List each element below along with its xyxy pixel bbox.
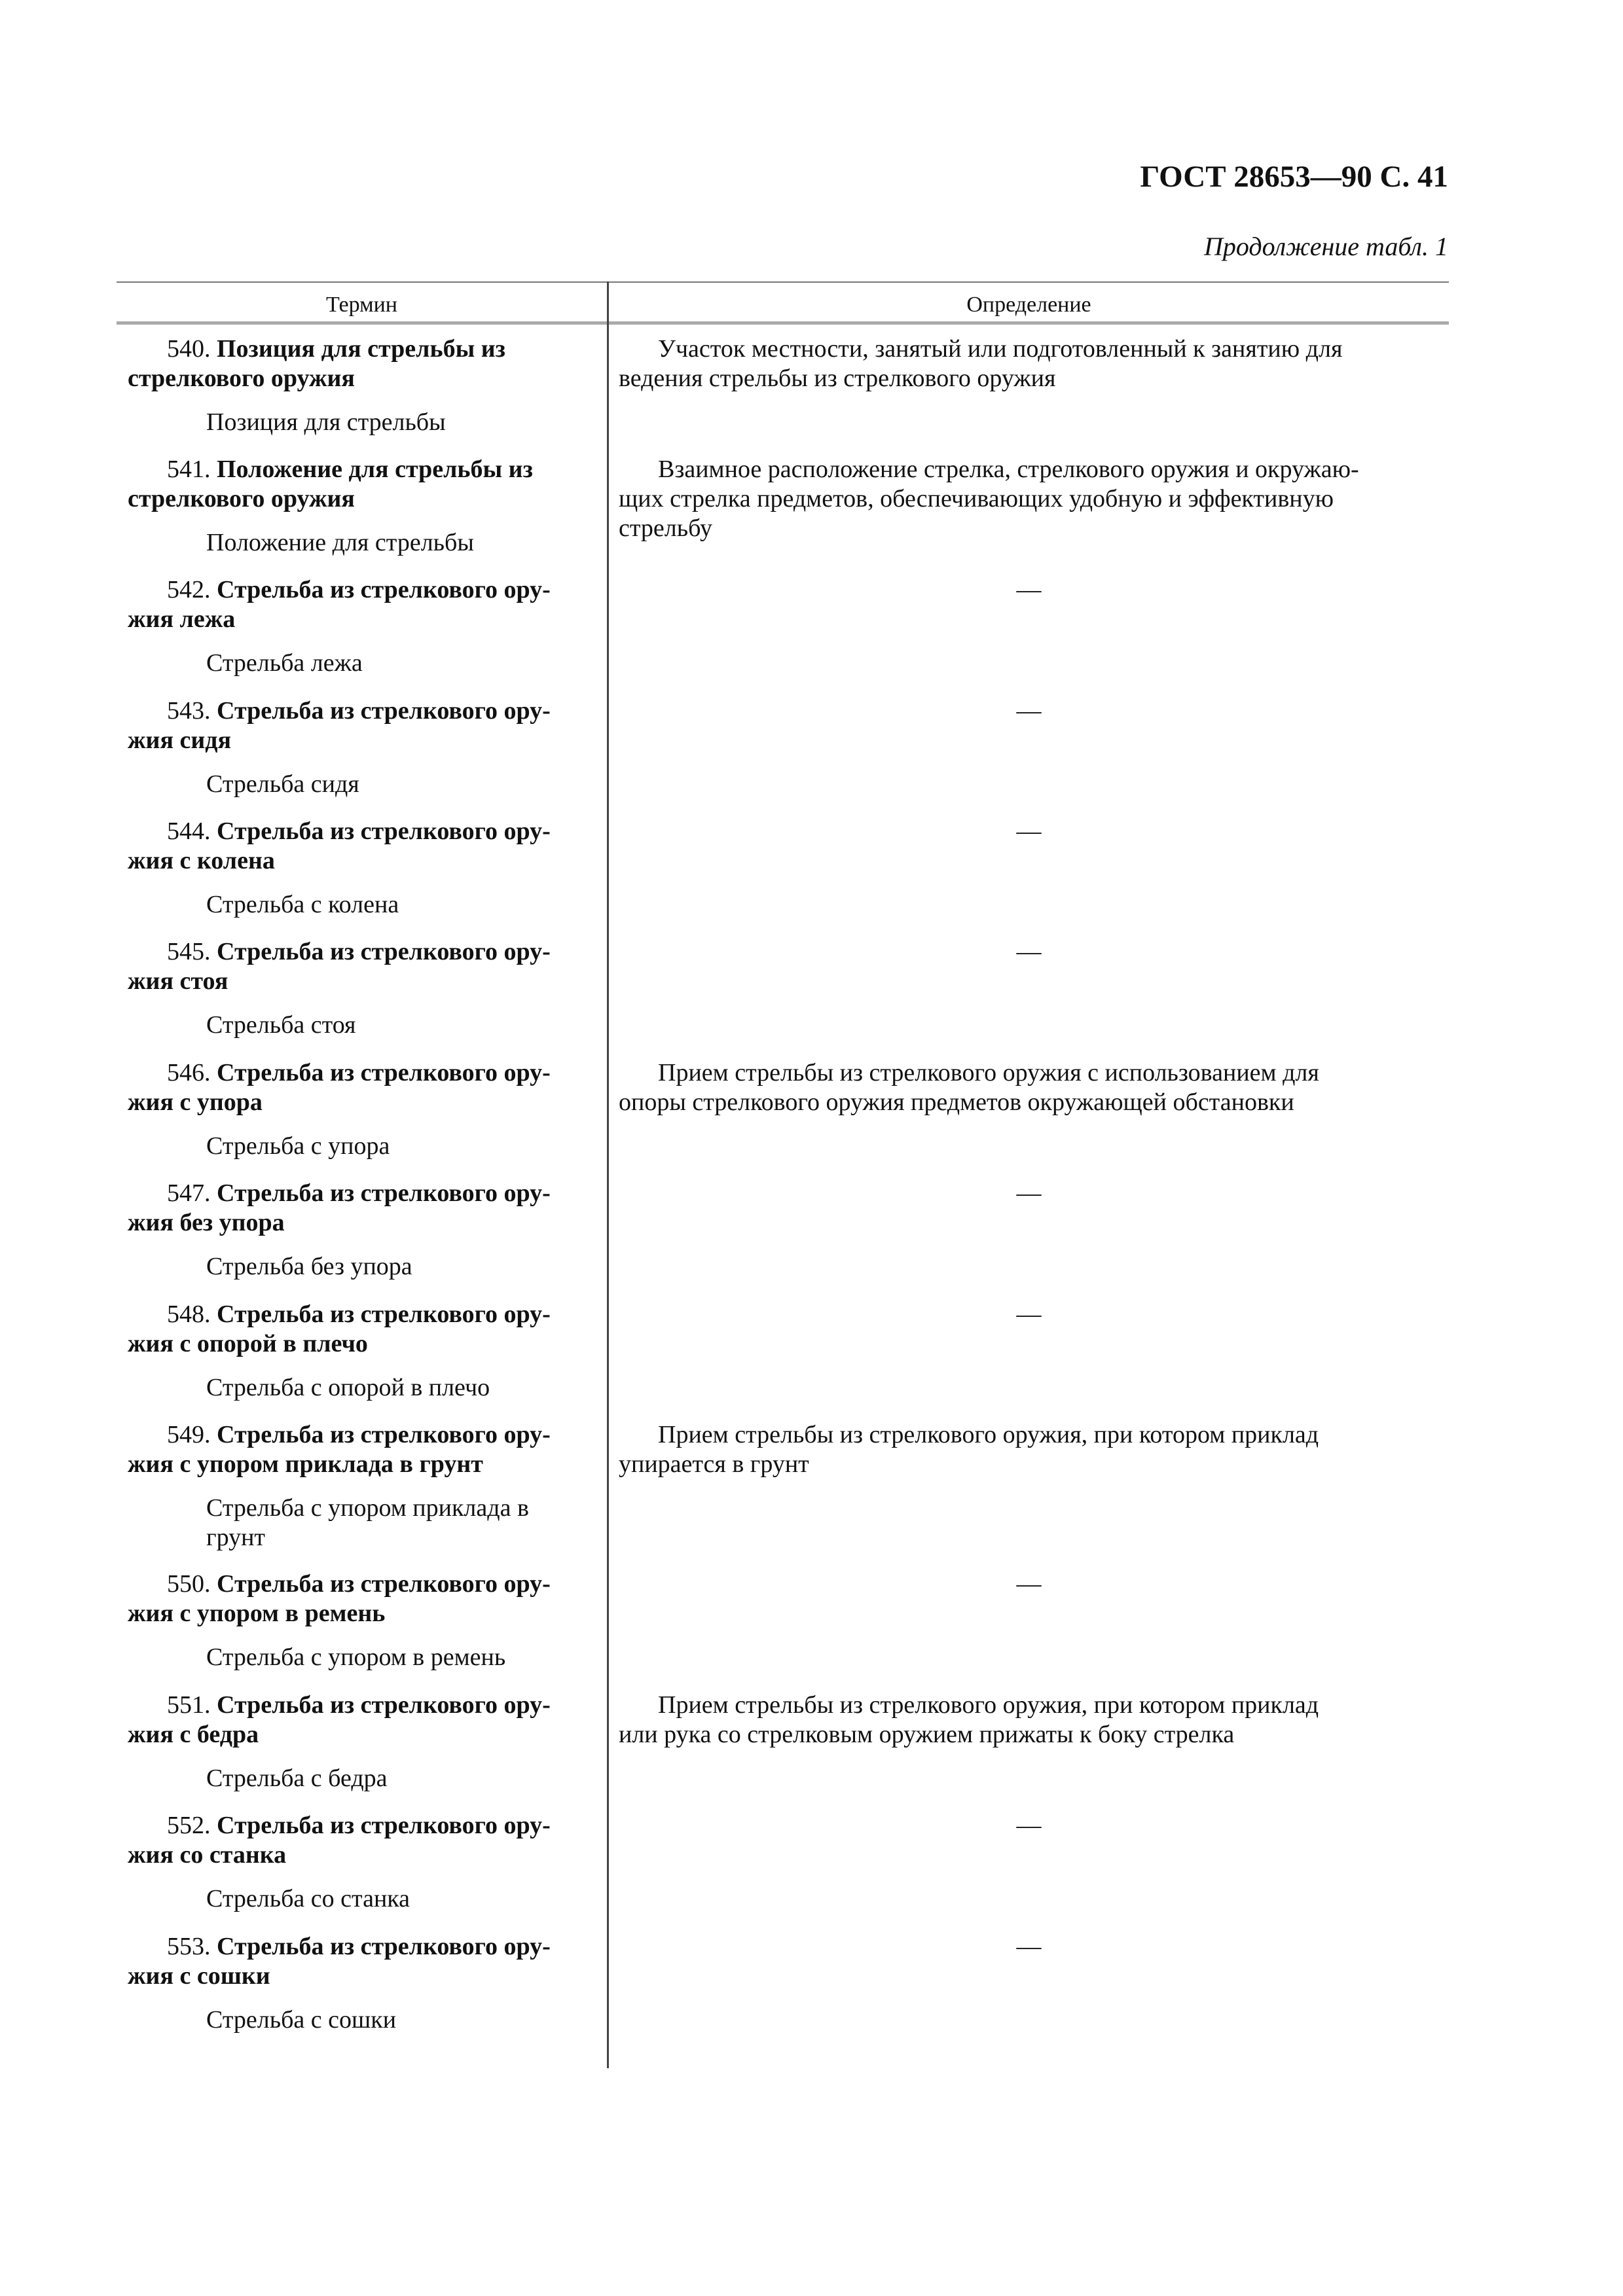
term-short-553: Стрельба с сошки (206, 2006, 397, 2034)
definition-540: Участок местности, занятый или подготовленный к занятию для ведения стрельбы из стрелкового оружия (619, 335, 1343, 392)
table-continuation-label: Продолжение табл. 1 (1203, 232, 1448, 261)
definition-549: Прием стрельбы из стрелкового оружия, при котором приклад упирается в грунт (619, 1421, 1319, 1478)
definition-547: — (1016, 1179, 1042, 1207)
term-546: 546. Стрельба из стрелкового ору- жия с упора (128, 1059, 551, 1116)
definition-552: — (1016, 1812, 1042, 1839)
term-short-547: Стрельба без упора (206, 1253, 412, 1280)
term-short-540: Позиция для стрельбы (206, 408, 446, 436)
term-547: 547. Стрельба из стрелкового ору- жия без упора (128, 1179, 551, 1236)
term-553: 553. Стрельба из стрелкового ору- жия с сошки (128, 1933, 551, 1990)
term-549: 549. Стрельба из стрелкового ору- жия с упором приклада в грунт (128, 1421, 551, 1478)
term-short-542: Стрельба лежа (206, 649, 363, 677)
term-short-544: Стрельба с колена (206, 891, 399, 918)
term-543: 543. Стрельба из стрелкового ору- жия сидя (128, 697, 551, 754)
term-541: 541. Положение для стрельбы из стрелкового оружия (128, 456, 533, 512)
definition-546: Прием стрельбы из стрелкового оружия с использованием для опоры стрелкового оружия предметов окружающей обстановки (619, 1059, 1319, 1116)
table-top-rule (117, 281, 1449, 283)
term-short-543: Стрельба сидя (206, 770, 359, 798)
definition-548: — (1016, 1300, 1042, 1328)
term-552: 552. Стрельба из стрелкового ору- жия со станка (128, 1812, 551, 1869)
term-548: 548. Стрельба из стрелкового ору- жия с опорой в плечо (128, 1300, 551, 1357)
term-short-552: Стрельба со станка (206, 1885, 410, 1912)
term-545: 545. Стрельба из стрелкового ору- жия стоя (128, 938, 551, 995)
table-header-rule (117, 321, 1449, 325)
term-542: 542. Стрельба из стрелкового ору- жия лежа (128, 576, 551, 633)
term-short-546: Стрельба с упора (206, 1132, 390, 1160)
column-divider (607, 281, 609, 2068)
term-540: 540. Позиция для стрельбы из стрелкового оружия (128, 335, 505, 392)
term-short-548: Стрельба с опорой в плечо (206, 1374, 490, 1401)
term-short-551: Стрельба с бедра (206, 1765, 388, 1792)
term-short-541: Положение для стрельбы (206, 529, 474, 556)
term-550: 550. Стрельба из стрелкового ору- жия с упором в ремень (128, 1570, 551, 1627)
definition-544: — (1016, 817, 1042, 845)
definition-541: Взаимное расположение стрелка, стрелкового оружия и окружаю- щих стрелка предметов, обеспечивающих удобную и эффективную стрельбу (619, 456, 1359, 542)
term-551: 551. Стрельба из стрелкового ору- жия с бедра (128, 1691, 551, 1748)
term-short-549: Стрельба с упором приклада в грунт (206, 1494, 529, 1551)
definition-551: Прием стрельбы из стрелкового оружия, при котором приклад или рука со стрелковым оружием прижаты к боку стрелка (619, 1691, 1319, 1748)
definition-550: — (1016, 1570, 1042, 1598)
definition-543: — (1016, 697, 1042, 725)
term-short-550: Стрельба с упором в ремень (206, 1643, 506, 1671)
column-header-definition: Определение (966, 293, 1091, 317)
term-544: 544. Стрельба из стрелкового ору- жия с колена (128, 817, 551, 874)
definition-553: — (1016, 1933, 1042, 1960)
column-header-term: Термин (326, 293, 397, 317)
definition-542: — (1016, 576, 1042, 603)
definition-545: — (1016, 938, 1042, 965)
page-title: ГОСТ 28653—90 С. 41 (1140, 160, 1448, 194)
term-short-545: Стрельба стоя (206, 1011, 356, 1039)
